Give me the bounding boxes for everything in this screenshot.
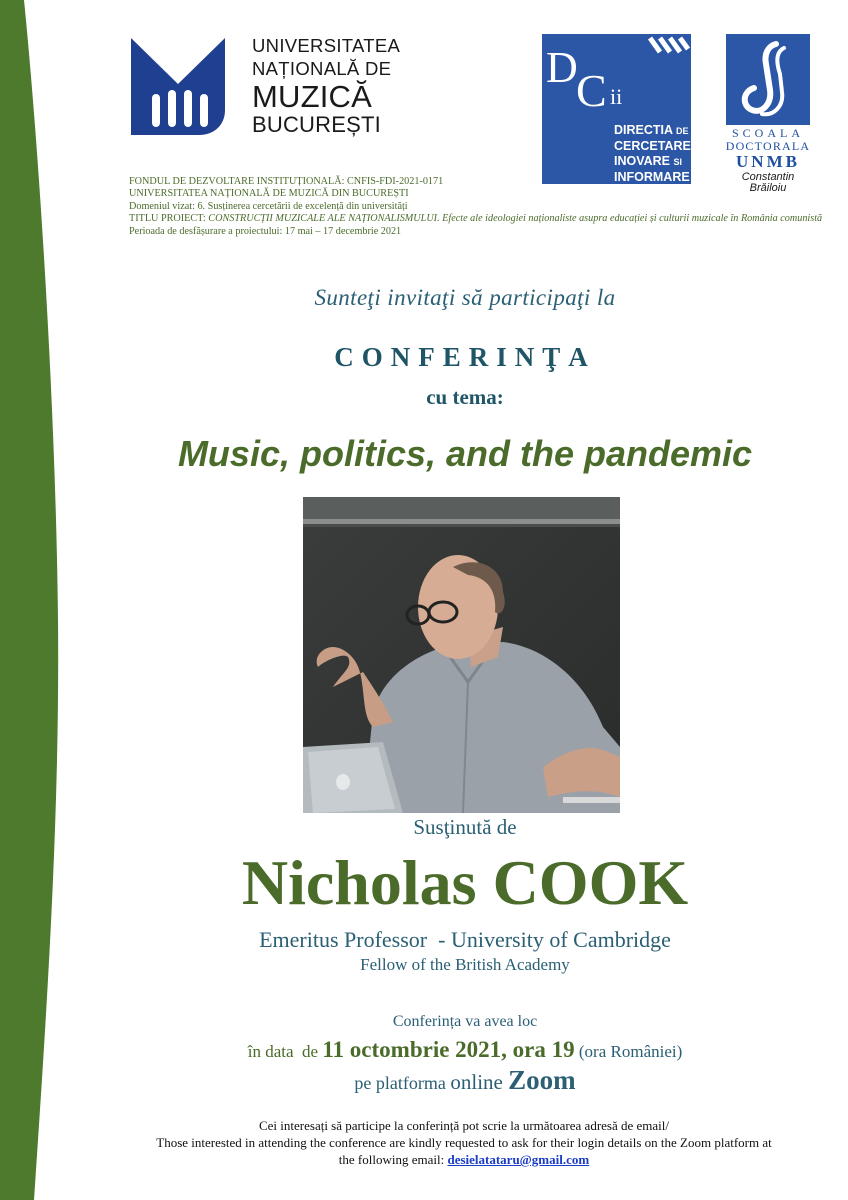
scoala-line: DOCTORALA: [725, 139, 811, 153]
speaker-photo: [303, 497, 620, 813]
project-title: [129, 213, 822, 225]
event-date-line: [120, 1037, 810, 1063]
project-title-text: CONSTRUCȚII MUZICALE ALE NAȚIONALISMULUI. Efecte ale ideologiei naționaliste asupra educației și culturii muzicale în România comunistă: [208, 213, 823, 225]
event-platform-line: [120, 1065, 810, 1096]
dcii-mark-ii: ii: [610, 84, 623, 109]
project-period: Perioada de desfășurare a proiectului: 17 mai – 17 decembrie 2021: [129, 225, 402, 237]
conference-topic: Music, politics, and the pandemic: [177, 433, 753, 474]
dcii-line: INFORMARE: [614, 170, 690, 184]
event-date-suffix: (ora României): [574, 1042, 683, 1061]
footer-line-en: Those interested in attending the conference are kindly requested to ask for their login details on the Zoom platform at: [156, 1135, 772, 1150]
dcii-line-small: SI: [673, 157, 683, 167]
footer-line-ro: Cei interesați să participe la conferință pot scrie la următoarea adresă de email/: [258, 1118, 670, 1133]
speaker-title: Emeritus Professor - University of Cambridge: [259, 927, 671, 952]
footer-note: [90, 1117, 838, 1168]
scoala-line: SCOALA: [731, 126, 804, 140]
speaker-intro: Susţinută de: [413, 815, 517, 839]
event-platform-online: online: [450, 1070, 509, 1094]
speaker-name: Nicholas COOK: [241, 847, 689, 918]
dcii-logo-mark: [542, 34, 691, 124]
event-date: 11 octombrie 2021, ora 19: [322, 1037, 575, 1062]
scoala-line: UNMB: [736, 152, 800, 171]
event-type-heading: CONFERINŢA: [334, 342, 596, 372]
project-info: [129, 176, 822, 238]
scoala-line: Constantin Brăiloiu: [741, 171, 795, 194]
speaker-fellowship: Fellow of the British Academy: [360, 955, 570, 974]
dcii-logo: [542, 34, 691, 184]
event-subtitle: cu tema:: [426, 385, 504, 409]
unmb-logo-line: MUZICĂ: [252, 79, 373, 114]
unmb-logo-mark: [131, 38, 225, 135]
unmb-logo-line: BUCUREȘTI: [252, 112, 381, 137]
event-platform: Zoom: [508, 1065, 576, 1095]
unmb-logo-line: UNIVERSITATEA: [252, 35, 401, 56]
unmb-logo-text: [252, 37, 400, 136]
dcii-line: CERCETARE: [614, 139, 691, 153]
dcii-line: DIRECTIA: [614, 123, 677, 137]
scoala-doctorala-logo-mark: [726, 34, 810, 125]
dcii-mark-c: C: [576, 65, 607, 116]
event-intro: Conferința va avea loc: [392, 1013, 538, 1030]
project-domain: Domeniul vizat: 6. Susținerea cercetării de excelență din universități: [129, 200, 408, 212]
dcii-line-small: DE: [676, 126, 689, 136]
dcii-line: INOVARE: [614, 154, 674, 168]
contact-email-link[interactable]: desielatataru@gmail.com: [447, 1152, 590, 1167]
event-platform-prefix: pe platforma: [354, 1073, 451, 1093]
unmb-logo-line: NAȚIONALĂ DE: [252, 57, 392, 79]
project-title-prefix: TITLU PROIECT:: [129, 213, 209, 225]
footer-email-prefix: the following email:: [338, 1152, 448, 1167]
invitation-intro: Sunteţi invitaţi să participaţi la: [314, 285, 616, 310]
dcii-stripes: [650, 38, 688, 52]
project-university: UNIVERSITATEA NAȚIONALĂ DE MUZICĂ DIN BUCUREȘTI: [129, 188, 409, 200]
project-fund: FONDUL DE DEZVOLTARE INSTITUȚIONALĂ: CNFIS-FDI-2021-0171: [129, 176, 444, 187]
dcii-mark-d: D: [546, 43, 578, 92]
event-date-prefix: în data de: [247, 1042, 323, 1061]
